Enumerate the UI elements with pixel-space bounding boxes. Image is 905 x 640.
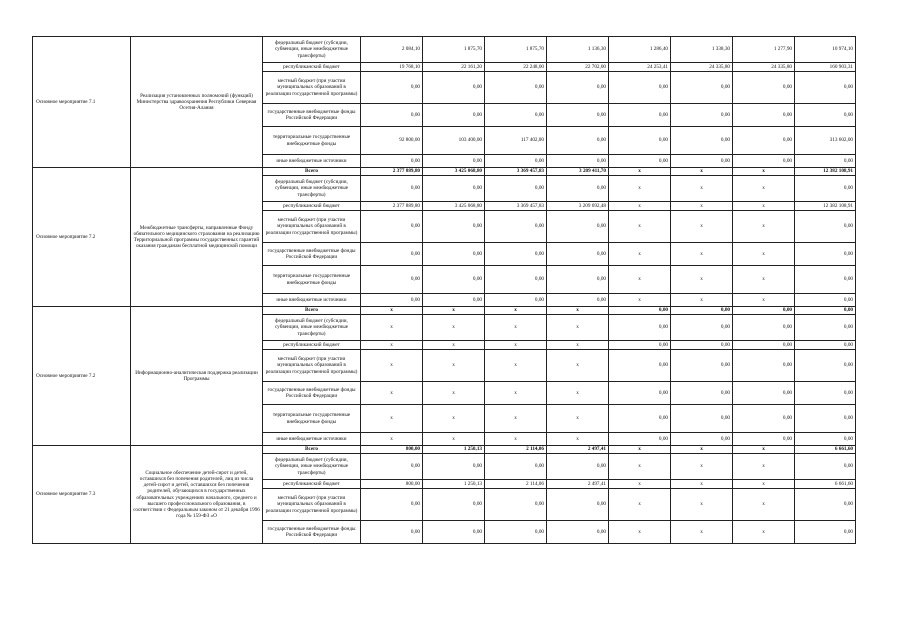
year-value-cell: 0,00 <box>361 521 423 544</box>
year-value-cell: x <box>361 315 423 341</box>
year-value-cell: x <box>423 315 485 341</box>
year-value-cell: 0,00 <box>671 127 733 155</box>
year-value-cell: 2 377 889,80 <box>361 202 423 211</box>
year-value-cell: 2 084,10 <box>361 37 423 63</box>
year-value-cell: 0,00 <box>361 294 423 307</box>
year-value-cell: 0,00 <box>361 243 423 266</box>
total-cell: 0,00 <box>795 307 856 315</box>
year-value-cell: 0,00 <box>671 72 733 104</box>
year-value-cell: 0,00 <box>609 350 671 382</box>
year-value-cell: x <box>361 433 423 446</box>
year-value-cell: x <box>361 350 423 382</box>
year-value-cell: 3 209 411,70 <box>547 168 609 176</box>
year-value-cell: 800,00 <box>361 446 423 454</box>
funding-source-cell: республиканский бюджет <box>263 341 361 350</box>
event-7-2-analytics-block-description-cell: Информационно-аналитическая поддержка реализации Программы <box>131 307 263 446</box>
year-value-cell: x <box>733 266 795 294</box>
year-value-cell: 0,00 <box>733 307 795 315</box>
event-7-2-transfers-block-description-cell: Межбюджетные трансферты, направленные Фонду обязательного медицинского страхования на реализацию Территориальной программы государственных гарантий оказания гражданам бесплатной медицинской помощи <box>131 168 263 307</box>
year-value-cell: 0,00 <box>423 521 485 544</box>
year-value-cell: 22 248,00 <box>485 63 547 72</box>
total-cell: 0,00 <box>795 405 856 433</box>
funding-source-cell: федеральный бюджет (субсидии, субвенции, иные межбюджетные трансферты) <box>263 176 361 202</box>
table-row <box>33 307 856 315</box>
year-value-cell: x <box>609 294 671 307</box>
year-value-cell: 1 250,13 <box>423 446 485 454</box>
year-value-cell: 0,00 <box>361 454 423 480</box>
year-value-cell: x <box>485 307 547 315</box>
funding-source-cell: иные внебюджетные источники <box>263 155 361 168</box>
year-value-cell: 0,00 <box>423 294 485 307</box>
funding-source-cell: иные внебюджетные источники <box>263 294 361 307</box>
year-value-cell: 0,00 <box>423 176 485 202</box>
total-cell: 6 661,60 <box>795 480 856 489</box>
year-value-cell: 800,00 <box>361 480 423 489</box>
year-value-cell: x <box>733 454 795 480</box>
year-value-cell: 0,00 <box>733 72 795 104</box>
year-value-cell: 0,00 <box>547 454 609 480</box>
year-value-cell: x <box>671 294 733 307</box>
year-value-cell: 24 335,80 <box>733 63 795 72</box>
year-value-cell: 0,00 <box>733 315 795 341</box>
year-value-cell: 0,00 <box>671 104 733 127</box>
year-value-cell: 0,00 <box>361 176 423 202</box>
year-value-cell: 19 768,10 <box>361 63 423 72</box>
funding-source-cell: иные внебюджетные источники <box>263 433 361 446</box>
year-value-cell: 0,00 <box>485 72 547 104</box>
year-value-cell: 0,00 <box>547 266 609 294</box>
year-value-cell: 0,00 <box>609 405 671 433</box>
year-value-cell: x <box>547 405 609 433</box>
year-value-cell: x <box>671 454 733 480</box>
total-cell: 313 602,00 <box>795 127 856 155</box>
year-value-cell: x <box>423 382 485 405</box>
year-value-cell: 2 497,41 <box>547 446 609 454</box>
event-7-3-block-event-cell: Основное мероприятие 7.3 <box>33 446 131 544</box>
year-value-cell: x <box>423 307 485 315</box>
year-value-cell: 2 377 889,80 <box>361 168 423 176</box>
year-value-cell: 1 875,70 <box>423 37 485 63</box>
year-value-cell: 0,00 <box>671 350 733 382</box>
year-value-cell: x <box>609 480 671 489</box>
year-value-cell: x <box>547 307 609 315</box>
year-value-cell: x <box>671 168 733 176</box>
year-value-cell: 0,00 <box>547 521 609 544</box>
year-value-cell: 0,00 <box>361 489 423 521</box>
year-value-cell: 3 369 457,83 <box>485 168 547 176</box>
year-value-cell: x <box>485 405 547 433</box>
year-value-cell: 0,00 <box>733 104 795 127</box>
year-value-cell: 0,00 <box>671 433 733 446</box>
funding-source-cell: местный бюджет (при участии муниципальных образований в реализации государственной программы) <box>263 489 361 521</box>
year-value-cell: 3 209 692,48 <box>547 202 609 211</box>
funding-source-cell: местный бюджет (при участии муниципальных образований в реализации государственной программы) <box>263 350 361 382</box>
year-value-cell: x <box>609 521 671 544</box>
event-7-3-block-description-cell: Социальное обеспечение детей-сирот и детей, оставшихся без попечения родителей, лиц из числа детей-сирот и детей, оставшихся без попечения родителей, обучающихся в государственных образовательных учреждениях начального, среднего и высшего профессионального образования, в соответствии с Федеральным законом от 21 декабря 1996 года № 159-ФЗ «О <box>131 446 263 544</box>
year-value-cell: 0,00 <box>361 72 423 104</box>
event-7-2-analytics-block-event-cell: Основное мероприятие 7.2 <box>33 307 131 446</box>
funding-source-cell: территориальные государственные внебюджетные фонды <box>263 405 361 433</box>
year-value-cell: 0,00 <box>547 294 609 307</box>
year-value-cell: x <box>485 433 547 446</box>
year-value-cell: 1 277,90 <box>733 37 795 63</box>
total-cell: 12 382 108,91 <box>795 168 856 176</box>
year-value-cell: 0,00 <box>547 176 609 202</box>
year-value-cell: 0,00 <box>423 489 485 521</box>
funding-source-cell: государственные внебюджетные фонды Российской Федерации <box>263 382 361 405</box>
funding-source-cell: республиканский бюджет <box>263 63 361 72</box>
year-value-cell: x <box>671 202 733 211</box>
year-value-cell: 0,00 <box>485 176 547 202</box>
total-cell: 0,00 <box>795 454 856 480</box>
year-value-cell: x <box>609 454 671 480</box>
year-value-cell: 103 400,00 <box>423 127 485 155</box>
event-7-2-transfers-block-event-cell: Основное мероприятие 7.2 <box>33 168 131 307</box>
year-value-cell: x <box>485 341 547 350</box>
year-value-cell: 0,00 <box>547 155 609 168</box>
year-value-cell: 0,00 <box>733 433 795 446</box>
year-value-cell: 0,00 <box>423 211 485 243</box>
year-value-cell: 0,00 <box>485 155 547 168</box>
year-value-cell: 0,00 <box>485 521 547 544</box>
total-cell: 0,00 <box>795 211 856 243</box>
year-value-cell: 0,00 <box>671 405 733 433</box>
funding-source-cell: местный бюджет (при участии муниципальных образований в реализации государственной программы) <box>263 72 361 104</box>
year-value-cell: 0,00 <box>733 350 795 382</box>
year-value-cell: x <box>361 382 423 405</box>
year-value-cell: x <box>609 446 671 454</box>
funding-source-cell: Всего <box>263 446 361 454</box>
year-value-cell: x <box>423 341 485 350</box>
total-cell: 0,00 <box>795 104 856 127</box>
year-value-cell: 0,00 <box>423 72 485 104</box>
total-cell: 0,00 <box>795 315 856 341</box>
table-row <box>33 168 856 176</box>
year-value-cell: 0,00 <box>609 382 671 405</box>
funding-source-cell: территориальные государственные внебюджетные фонды <box>263 266 361 294</box>
budget-sheet <box>32 36 855 544</box>
year-value-cell: x <box>671 489 733 521</box>
year-value-cell: 0,00 <box>485 266 547 294</box>
year-value-cell: x <box>361 307 423 315</box>
total-cell: 12 382 108,91 <box>795 202 856 211</box>
year-value-cell: x <box>609 489 671 521</box>
year-value-cell: 0,00 <box>547 72 609 104</box>
year-value-cell: 0,00 <box>671 307 733 315</box>
total-cell: 0,00 <box>795 266 856 294</box>
year-value-cell: x <box>423 433 485 446</box>
total-cell: 0,00 <box>795 350 856 382</box>
year-value-cell: 1 136,30 <box>547 37 609 63</box>
total-cell: 0,00 <box>795 521 856 544</box>
year-value-cell: 0,00 <box>423 266 485 294</box>
total-cell: 0,00 <box>795 341 856 350</box>
year-value-cell: 3 425 068,80 <box>423 202 485 211</box>
total-cell: 0,00 <box>795 176 856 202</box>
total-cell: 160 903,31 <box>795 63 856 72</box>
year-value-cell: 117 402,00 <box>485 127 547 155</box>
year-value-cell: 0,00 <box>485 243 547 266</box>
year-value-cell: 0,00 <box>361 104 423 127</box>
year-value-cell: 0,00 <box>423 155 485 168</box>
funding-source-cell: Всего <box>263 168 361 176</box>
year-value-cell: 0,00 <box>609 341 671 350</box>
year-value-cell: x <box>733 243 795 266</box>
year-value-cell: x <box>547 350 609 382</box>
year-value-cell: 22 702,00 <box>547 63 609 72</box>
year-value-cell: 92 800,00 <box>361 127 423 155</box>
year-value-cell: x <box>609 176 671 202</box>
year-value-cell: 1 286,40 <box>609 37 671 63</box>
year-value-cell: 24 253,41 <box>609 63 671 72</box>
year-value-cell: x <box>609 202 671 211</box>
year-value-cell: x <box>423 350 485 382</box>
year-value-cell: x <box>547 341 609 350</box>
year-value-cell: 0,00 <box>547 104 609 127</box>
year-value-cell: x <box>733 176 795 202</box>
funding-source-cell: территориальные государственные внебюджетные фонды <box>263 127 361 155</box>
year-value-cell: 0,00 <box>485 454 547 480</box>
table-body <box>33 37 856 544</box>
year-value-cell: x <box>733 211 795 243</box>
year-value-cell: 0,00 <box>361 155 423 168</box>
year-value-cell: 0,00 <box>361 266 423 294</box>
year-value-cell: x <box>485 350 547 382</box>
year-value-cell: x <box>547 315 609 341</box>
year-value-cell: x <box>485 315 547 341</box>
funding-source-cell: федеральный бюджет (субсидии, субвенции, иные межбюджетные трансферты) <box>263 454 361 480</box>
year-value-cell: x <box>733 202 795 211</box>
year-value-cell: 0,00 <box>733 127 795 155</box>
table-row <box>33 37 856 63</box>
year-value-cell: x <box>671 266 733 294</box>
funding-source-cell: федеральный бюджет (субсидии, субвенции, иные межбюджетные трансферты) <box>263 37 361 63</box>
year-value-cell: 0,00 <box>485 211 547 243</box>
event-7-1-block-event-cell: Основное мероприятие 7.1 <box>33 37 131 168</box>
year-value-cell: x <box>609 266 671 294</box>
year-value-cell: x <box>733 489 795 521</box>
year-value-cell: 0,00 <box>733 382 795 405</box>
year-value-cell: x <box>609 243 671 266</box>
year-value-cell: 0,00 <box>609 72 671 104</box>
year-value-cell: x <box>671 521 733 544</box>
funding-source-cell: государственные внебюджетные фонды Российской Федерации <box>263 521 361 544</box>
year-value-cell: 1 338,30 <box>671 37 733 63</box>
year-value-cell: 0,00 <box>485 294 547 307</box>
year-value-cell: 0,00 <box>609 155 671 168</box>
year-value-cell: 3 425 068,80 <box>423 168 485 176</box>
year-value-cell: 0,00 <box>609 127 671 155</box>
total-cell: 0,00 <box>795 433 856 446</box>
table-row <box>33 446 856 454</box>
year-value-cell: x <box>609 168 671 176</box>
year-value-cell: x <box>671 446 733 454</box>
year-value-cell: x <box>671 243 733 266</box>
year-value-cell: 0,00 <box>423 454 485 480</box>
year-value-cell: 22 161,20 <box>423 63 485 72</box>
year-value-cell: x <box>733 294 795 307</box>
year-value-cell: 3 369 457,83 <box>485 202 547 211</box>
year-value-cell: 0,00 <box>609 307 671 315</box>
funding-source-cell: государственные внебюджетные фонды Российской Федерации <box>263 104 361 127</box>
total-cell: 0,00 <box>795 489 856 521</box>
year-value-cell: 0,00 <box>733 341 795 350</box>
funding-source-cell: республиканский бюджет <box>263 202 361 211</box>
year-value-cell: x <box>361 405 423 433</box>
year-value-cell: 0,00 <box>609 104 671 127</box>
year-value-cell: 0,00 <box>609 433 671 446</box>
year-value-cell: x <box>671 480 733 489</box>
year-value-cell: 0,00 <box>361 211 423 243</box>
year-value-cell: 0,00 <box>733 405 795 433</box>
total-cell: 0,00 <box>795 155 856 168</box>
total-cell: 6 661,60 <box>795 446 856 454</box>
event-7-1-block-description-cell: Реализация установленных полномочий (функций) Министерства здравоохранения Республики Северная Осетия-Алания <box>131 37 263 168</box>
year-value-cell: x <box>361 341 423 350</box>
year-value-cell: 2 114,06 <box>485 446 547 454</box>
year-value-cell: 0,00 <box>423 243 485 266</box>
funding-source-cell: местный бюджет (при участии муниципальных образований в реализации государственной программы) <box>263 211 361 243</box>
year-value-cell: 24 335,80 <box>671 63 733 72</box>
year-value-cell: 2 497,41 <box>547 480 609 489</box>
year-value-cell: x <box>671 176 733 202</box>
year-value-cell: x <box>547 382 609 405</box>
total-cell: 0,00 <box>795 382 856 405</box>
year-value-cell: x <box>733 521 795 544</box>
total-cell: 0,00 <box>795 294 856 307</box>
year-value-cell: 0,00 <box>547 211 609 243</box>
funding-source-cell: республиканский бюджет <box>263 480 361 489</box>
year-value-cell: 2 114,06 <box>485 480 547 489</box>
year-value-cell: x <box>733 168 795 176</box>
year-value-cell: 0,00 <box>671 382 733 405</box>
year-value-cell: x <box>733 480 795 489</box>
year-value-cell: 0,00 <box>671 155 733 168</box>
year-value-cell: 0,00 <box>609 315 671 341</box>
year-value-cell: 0,00 <box>671 315 733 341</box>
year-value-cell: 0,00 <box>485 104 547 127</box>
funding-source-cell: государственные внебюджетные фонды Российской Федерации <box>263 243 361 266</box>
year-value-cell: 0,00 <box>485 489 547 521</box>
total-cell: 0,00 <box>795 243 856 266</box>
year-value-cell: 0,00 <box>547 489 609 521</box>
year-value-cell: x <box>671 211 733 243</box>
year-value-cell: x <box>547 433 609 446</box>
year-value-cell: 0,00 <box>671 341 733 350</box>
year-value-cell: x <box>733 446 795 454</box>
funding-source-cell: федеральный бюджет (субсидии, субвенции, иные межбюджетные трансферты) <box>263 315 361 341</box>
year-value-cell: 0,00 <box>547 127 609 155</box>
year-value-cell: 0,00 <box>423 104 485 127</box>
year-value-cell: 0,00 <box>547 243 609 266</box>
total-cell: 10 974,10 <box>795 37 856 63</box>
year-value-cell: 1 875,70 <box>485 37 547 63</box>
budget-table <box>32 36 856 544</box>
year-value-cell: x <box>609 211 671 243</box>
year-value-cell: x <box>423 405 485 433</box>
funding-source-cell: Всего <box>263 307 361 315</box>
year-value-cell: 1 250,13 <box>423 480 485 489</box>
total-cell: 0,00 <box>795 72 856 104</box>
year-value-cell: x <box>485 382 547 405</box>
year-value-cell: 0,00 <box>733 155 795 168</box>
